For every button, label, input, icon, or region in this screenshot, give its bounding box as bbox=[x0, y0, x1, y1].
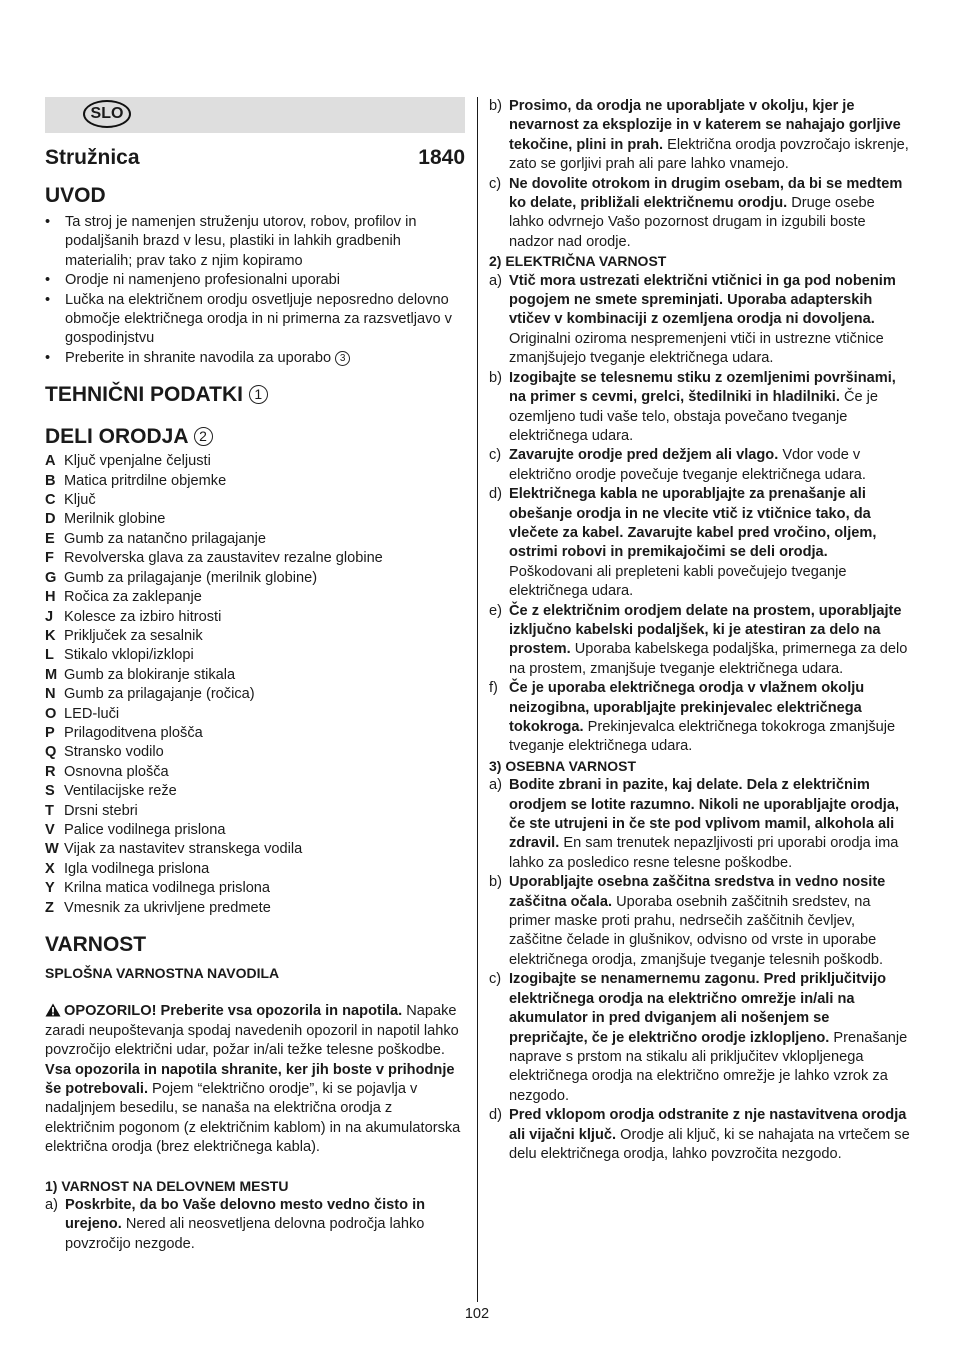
part-key: Z bbox=[45, 899, 54, 916]
part-key: Q bbox=[45, 744, 57, 761]
column-divider bbox=[477, 97, 478, 1302]
safety-item bbox=[489, 485, 911, 601]
left-column bbox=[45, 97, 465, 1254]
list-item: • Orodje ni namenjeno profesionalni uporabi bbox=[45, 271, 465, 290]
part-label: Gumb za natančno prilagajanje bbox=[64, 530, 267, 547]
figure-ref-icon: 2 bbox=[194, 427, 213, 446]
part-label: Prilagoditvena plošča bbox=[64, 724, 203, 741]
item-letter: d) bbox=[489, 486, 502, 503]
list-item bbox=[45, 349, 465, 368]
item-text: En sam trenutek nepazljivosti pri uporabi orodja ima lahko za posledico resne telesne poškodbe. bbox=[509, 835, 899, 871]
part-key: V bbox=[45, 821, 55, 838]
part-key: H bbox=[45, 589, 56, 606]
warning-bold: OPOZORILO! Preberite vsa opozorila in napotila. bbox=[64, 1003, 403, 1020]
item-bold: Izogibajte se nenamernemu zagonu. Pred priključitvijo električnega orodja na električno omrežje in/ali na akumulator in pred dviganjem ali nošenjem se prepričajte, če je električno orodje izklopljeno. bbox=[509, 971, 887, 1046]
part-item bbox=[45, 530, 465, 549]
part-key: O bbox=[45, 705, 57, 722]
part-label: Kolesce za izbiro hitrosti bbox=[64, 608, 222, 625]
warning-text: Napake zaradi neupoštevanja spodaj navedenih opozoril in napotil lahko povzročijo električni udar, požar in/ali težke telesne poškodbe. bbox=[45, 1003, 459, 1059]
part-key: F bbox=[45, 550, 54, 567]
safety-item bbox=[489, 970, 911, 1106]
part-item bbox=[45, 549, 465, 568]
part-item bbox=[45, 627, 465, 646]
safety-item bbox=[489, 776, 911, 873]
safety-item bbox=[45, 1196, 465, 1254]
item-text: Če je ozemljeno tudi vaše telo, obstaja povečano tveganje električnega udara. bbox=[509, 389, 879, 444]
item-letter: d) bbox=[489, 1107, 502, 1124]
part-key: D bbox=[45, 511, 56, 528]
item-text: Prekinjevalca električnega tokokroga zmanjšuje tveganje električnega udara. bbox=[509, 719, 896, 755]
figure-ref-icon: 3 bbox=[335, 351, 350, 366]
part-item bbox=[45, 860, 465, 879]
section-heading-parts bbox=[45, 424, 465, 450]
part-key: C bbox=[45, 492, 56, 509]
part-label: Vmesnik za ukrivljene predmete bbox=[64, 899, 271, 916]
part-label: Ročica za zaklepanje bbox=[64, 589, 202, 606]
tech-heading-text: TEHNIČNI PODATKI bbox=[45, 383, 243, 407]
parts-list bbox=[45, 452, 465, 918]
part-label: Gumb za prilagajanje (merilnik globine) bbox=[64, 569, 318, 586]
part-label: LED-luči bbox=[64, 705, 120, 722]
subheading-general-safety: SPLOŠNA VARNOSTNA NAVODILA bbox=[45, 965, 280, 981]
item-text: Električna orodja povzročajo iskrenje, zato se gorljivi prah ali pare lahko vnamejo. bbox=[509, 136, 909, 173]
item-letter: f) bbox=[489, 680, 498, 697]
part-item bbox=[45, 569, 465, 588]
product-model: 1840 bbox=[418, 146, 465, 169]
item-letter: a) bbox=[489, 777, 502, 794]
item-letter: b) bbox=[489, 874, 502, 891]
part-key: S bbox=[45, 783, 55, 800]
part-item bbox=[45, 491, 465, 510]
safety-item bbox=[489, 175, 911, 253]
part-label: Gumb za prilagajanje (ročica) bbox=[64, 686, 255, 703]
list-item: • Lučka na električnem orodju osvetljuje neposredno delovno območje električnega orodja in ni primerna za razsvetljavo v gospodinjstvu bbox=[45, 291, 465, 349]
safety-item bbox=[489, 602, 911, 680]
item-letter: a) bbox=[489, 272, 502, 289]
part-item bbox=[45, 588, 465, 607]
subheading-personal-safety: 3) OSEBNA VARNOST bbox=[489, 757, 637, 774]
item-letter: e) bbox=[489, 602, 502, 619]
item-text: Poškodovani ali prepleteni kabli povečujejo tveganje električnega udara. bbox=[509, 563, 847, 600]
item-letter: b) bbox=[489, 369, 502, 386]
part-label: Vijak za nastavitev stranskega vodila bbox=[64, 841, 303, 858]
warning-paragraph bbox=[45, 1002, 465, 1157]
item-bold: Bodite zbrani in pazite, kaj delate. Dela z električnim orodjem se lotite razumno. Nikoli ne uporabljajte orodja, če ste utrujeni in če ste pod vplivom mamil, alkohola ali zdravil. bbox=[509, 777, 900, 852]
safety-item bbox=[489, 369, 911, 447]
item-letter: b) bbox=[489, 98, 502, 114]
right-column bbox=[489, 97, 911, 1164]
safety-item bbox=[489, 97, 911, 175]
figure-ref-icon: 1 bbox=[249, 385, 268, 404]
warning-bold-2: Vsa opozorila in napotila shranite, ker jih boste v prihodnje še potrebovali. bbox=[45, 1061, 455, 1098]
item-bold: Če z električnim orodjem delate na prostem, uporabljajte izključno kabelski podaljšek, ki je atestiran za delo na prostem. bbox=[509, 602, 902, 658]
part-item bbox=[45, 685, 465, 704]
part-label: Palice vodilnega prislona bbox=[64, 821, 226, 838]
item-text: Nered ali neosvetljena delovna področja lahko povzročijo nezgode. bbox=[65, 1216, 425, 1252]
item-bold: Uporabljajte osebna zaščitna sredstva in vedno nosite zaščitna očala. bbox=[509, 874, 886, 910]
list-item-text: Preberite in shranite navodila za uporabo bbox=[65, 349, 332, 366]
part-item bbox=[45, 472, 465, 491]
part-key: G bbox=[45, 569, 57, 586]
item-text: Uporaba kabelskega podaljška, primernega za delo na prostem, zmanjšuje tveganje električnega udara. bbox=[509, 641, 908, 677]
part-key: T bbox=[45, 802, 54, 819]
part-key: Y bbox=[45, 880, 55, 897]
part-label: Igla vodilnega prislona bbox=[64, 860, 210, 877]
item-bold: Zavarujte orodje pred dežjem ali vlago. bbox=[509, 447, 779, 464]
item-bold: Izogibajte se telesnemu stiku z ozemljenimi površinami, na primer s cevmi, grelci, štedilniki in hladilniki. bbox=[509, 369, 896, 406]
part-item bbox=[45, 646, 465, 665]
part-item bbox=[45, 666, 465, 685]
item-letter: c) bbox=[489, 971, 502, 988]
warning-text-2: Pojem “električno orodje”, ki se pojavlja v nadaljnjem besedilu, se nanaša na električna orodja z električnim pogonom (z električnim kablom) in na akumulatorska električna orodja (brez električnega kabla). bbox=[45, 1081, 461, 1156]
part-key: W bbox=[45, 841, 59, 858]
part-key: X bbox=[45, 860, 55, 877]
item-bold: Poskrbite, da bo Vaše delovno mesto vedno čisto in urejeno. bbox=[65, 1197, 426, 1233]
parts-heading-text: DELI ORODJA bbox=[45, 425, 188, 449]
subheading-workplace-safety: 1) VARNOST NA DELOVNEM MESTU bbox=[45, 1177, 289, 1194]
part-label: Merilnik globine bbox=[64, 511, 166, 528]
item-text: Originalni oziroma nespremenjeni vtiči in ustrezne vtičnice zmanjšujejo tveganje električnega udara. bbox=[509, 330, 884, 367]
safety-item bbox=[489, 446, 911, 485]
section-heading-varnost: VARNOST bbox=[45, 933, 147, 956]
safety-item bbox=[489, 1106, 911, 1164]
part-key: A bbox=[45, 453, 56, 470]
part-key: P bbox=[45, 724, 55, 741]
section-heading-uvod: UVOD bbox=[45, 184, 106, 207]
warning-triangle-icon bbox=[45, 1003, 61, 1017]
part-key: N bbox=[45, 686, 56, 703]
part-key: R bbox=[45, 763, 56, 780]
item-bold: Električnega kabla ne uporabljajte za prenašanje ali obešanje orodja in ne vlecite vtič iz vtičnice tako, da vlečete za kabel. Zavarujte kabel pred vročino, oljem, ostrimi robovi in premikajočimi se deli orodja. bbox=[509, 486, 877, 561]
section-heading-tech bbox=[45, 382, 465, 408]
part-item bbox=[45, 452, 465, 471]
part-item bbox=[45, 705, 465, 724]
item-letter: a) bbox=[45, 1197, 58, 1214]
part-label: Matica pritrdilne objemke bbox=[64, 472, 227, 489]
part-label: Stransko vodilo bbox=[64, 744, 164, 761]
product-name: Stružnica bbox=[45, 146, 140, 169]
part-label: Osnovna plošča bbox=[64, 763, 169, 780]
part-label: Gumb za blokiranje stikala bbox=[64, 666, 236, 683]
part-item bbox=[45, 510, 465, 529]
safety-item bbox=[489, 679, 911, 757]
item-letter: c) bbox=[489, 175, 502, 192]
part-item bbox=[45, 879, 465, 898]
item-text: Druge osebe lahko odvrnejo Vašo pozornost drugam in izgubili boste nadzor nad orodje. bbox=[509, 195, 875, 250]
part-key: E bbox=[45, 530, 55, 547]
personal-safety-list bbox=[489, 776, 911, 1164]
product-title bbox=[45, 145, 465, 171]
language-bar bbox=[45, 97, 465, 133]
part-label: Ključ bbox=[64, 492, 96, 509]
part-item bbox=[45, 840, 465, 859]
item-text: Uporaba osebnih zaščitnih sredstev, na primer maske proti prahu, nedrsečih zaščitnih čevljev, zaščitne čelade in glušnikov, odvisno od vrste in uporabe električnega orodja, zmanjšuje tveganje telesnih poškodb. bbox=[509, 893, 883, 968]
safety-item bbox=[489, 272, 911, 369]
uvod-list bbox=[45, 213, 465, 368]
part-key: M bbox=[45, 666, 58, 683]
part-item bbox=[45, 724, 465, 743]
part-item bbox=[45, 782, 465, 801]
part-label: Stikalo vklopi/izklopi bbox=[64, 647, 194, 664]
subheading-electrical-safety: 2) ELEKTRIČNA VARNOST bbox=[489, 253, 667, 270]
item-bold: Vtič mora ustrezati električni vtičnici in ga pod nobenim pogojem ne smete spreminjati. Uporaba adapterskih vtičev v kombinaciji z ozemljena orodja ni dovoljena. bbox=[509, 272, 896, 328]
part-label: Revolverska glava za zaustavitev rezalne globine bbox=[64, 550, 383, 567]
item-text: Prenašanje naprave s prstom na stikalu ali priključitev vklopljenega električnega orodja na električno omrežje je lahko vzrok za nezgodo. bbox=[509, 1029, 908, 1104]
electrical-safety-list bbox=[489, 272, 911, 757]
language-badge: SLO bbox=[83, 100, 131, 128]
item-letter: c) bbox=[489, 447, 502, 464]
list-item: • Ta stroj je namenjen struženju utorov, robov, profilov in podaljšanih brazd v lesu, plastiki in lahkih gradbenih materialih; prav tako z njim kopiramo bbox=[45, 213, 465, 271]
part-item bbox=[45, 763, 465, 782]
part-item bbox=[45, 802, 465, 821]
part-key: L bbox=[45, 647, 54, 664]
part-label: Ključ vpenjalne čeljusti bbox=[64, 453, 211, 470]
part-label: Drsni stebri bbox=[64, 802, 138, 819]
page-number: 102 bbox=[464, 1306, 490, 1322]
part-key: J bbox=[45, 608, 54, 625]
item-bold: Prosimo, da orodja ne uporabljate v okolju, kjer je nevarnost za eksplozije in v katerem se nahajajo gorljive tekočine, plini in prah. bbox=[509, 98, 901, 153]
safety-item bbox=[489, 873, 911, 970]
part-key: B bbox=[45, 472, 56, 489]
item-bold: Če je uporaba električnega orodja v vlažnem okolju neizogibna, uporabljajte prekinjevalec električnega tokokroga. bbox=[509, 680, 865, 735]
part-item bbox=[45, 899, 465, 918]
item-bold: Pred vklopom orodja odstranite z nje nastavitvena orodja ali vijačni ključ. bbox=[509, 1107, 907, 1143]
part-item bbox=[45, 743, 465, 762]
part-item bbox=[45, 821, 465, 840]
item-bold: Ne dovolite otrokom in drugim osebam, da bi se medtem ko delate, približali električnemu orodju. bbox=[509, 175, 903, 212]
part-key: K bbox=[45, 627, 56, 644]
part-label: Krilna matica vodilnega prislona bbox=[64, 880, 271, 897]
item-text: Vdor vode v električno orodje povečuje tveganje električnega udara. bbox=[509, 447, 866, 483]
part-label: Priključek za sesalnik bbox=[64, 627, 203, 644]
part-item bbox=[45, 608, 465, 627]
part-label: Ventilacijske reže bbox=[64, 783, 177, 800]
item-text: Orodje ali ključ, ki se nahajata na vrtečem se delu električnega orodja, lahko povzročita nezgodo. bbox=[509, 1126, 910, 1162]
